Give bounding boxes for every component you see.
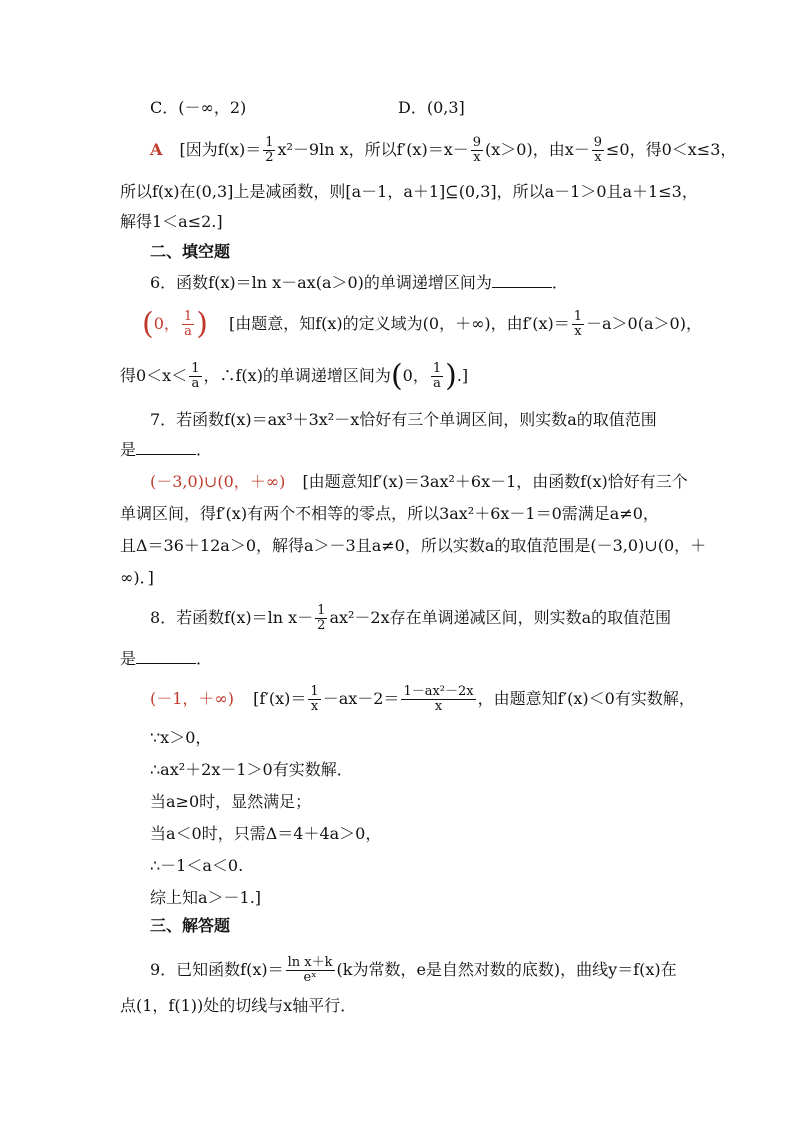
q8-step-6: 综上知a＞－1.] <box>150 888 262 907</box>
q8-answer: (－1，＋∞) <box>150 689 234 708</box>
q5-solution-text-d: ≤0，得0＜x≤3， <box>606 140 737 159</box>
q7-solution-text-1: [由题意知f′(x)＝3ax²＋6x－1，由函数f(x)恰好有三个 <box>302 472 688 491</box>
q6-question-end: ． <box>551 273 568 292</box>
q7-solution-line3: 且Δ＝36＋12a＞0，解得a＞－3且a≠0，所以实数a的取值范围是(－3,0)∪(0，＋ <box>120 536 707 555</box>
q6-line2-end: .] <box>456 366 469 385</box>
q6-line2-text-a: 得0＜x＜ <box>120 366 188 385</box>
q7-solution-line2: 单调区间，得f′(x)有两个不相等的零点，所以3ax²＋6x－1＝0需满足a≠0， <box>120 504 659 523</box>
q7-question-line2-text: 是 <box>120 440 137 459</box>
q6-line2-interval-prefix: 0， <box>402 366 429 385</box>
q7-solution-line4: ∞)．] <box>120 568 154 587</box>
q9-question-line2: 点(1，f(1))处的切线与x轴平行． <box>120 996 357 1015</box>
q8-question-text-a: 8．若函数f(x)＝ln x－ <box>150 608 314 627</box>
q8-solution-line1 <box>150 685 695 714</box>
q6-solution-text-b: －a＞0(a＞0)， <box>586 314 702 333</box>
q8-question-fraction: $\frac{1}{2}$ <box>317 603 326 633</box>
q8-solution-text-c: ，由题意知f′(x)＜0有实数解， <box>477 689 695 708</box>
q6-solution-fraction: $\frac{1}{x}$ <box>573 309 583 339</box>
q9-question-text-a: 9．已知函数f(x)＝ <box>150 960 284 979</box>
q6-question-text: 6．函数f(x)＝ln x－ax(a＞0)的单调递增区间为 <box>150 273 492 292</box>
q6-line2-interval-fraction: $\frac{1}{a}$ <box>432 361 442 391</box>
q5-fraction-9-over-x-2: $\frac{9}{x}$ <box>593 135 603 165</box>
q5-answer-letter: A <box>150 140 163 159</box>
q6-solution-text-a: [由题意，知f(x)的定义域为(0，＋∞)，由f′(x)＝ <box>229 314 570 333</box>
q6-solution-line2: 得0＜x＜ $\frac{1}{a}$ ，∴f(x)的单调递增区间为(0， $\frac{1}{a}$ ).] <box>120 358 469 394</box>
q8-step-4: 当a＜0时，只需Δ＝4＋4a＞0， <box>150 824 382 843</box>
q8-step-3: 当a≥0时，显然满足； <box>150 792 312 811</box>
q5-option-d: D．(0,3] <box>398 98 465 117</box>
q6-solution-line1 <box>142 306 702 342</box>
q7-question-line2 <box>120 438 212 462</box>
q6-answer-blank <box>492 271 552 288</box>
q7-question-line1: 7．若函数f(x)＝ax³＋3x²－x恰好有三个单调区间，则实数a的取值范围 <box>150 410 657 429</box>
q7-answer: (－3,0)∪(0，＋∞) <box>150 472 286 491</box>
q8-solution-text-b: －ax－2＝ <box>322 689 400 708</box>
q8-step-1: ∵x＞0， <box>150 728 212 747</box>
q7-solution-line1 <box>150 470 688 494</box>
q7-question-end: ． <box>196 440 213 459</box>
q8-question-end: ． <box>196 649 213 668</box>
q6-line2-fraction: $\frac{1}{a}$ <box>191 361 200 391</box>
section-title-fill-in: 二、填空题 <box>150 242 231 261</box>
q5-solution-text-a: [因为f(x)＝ <box>179 140 262 159</box>
section-title-solve: 三、解答题 <box>150 916 231 935</box>
q8-question-text-b: ax²－2x存在单调递减区间，则实数a的取值范围 <box>329 608 672 627</box>
q9-question-fraction: $\frac{\text{ln x＋k}}{\text{eˣ}}$ <box>287 955 333 985</box>
q8-question-line2-text: 是 <box>120 649 137 668</box>
q5-solution-text-c: (x＞0)，由x－ <box>485 140 590 159</box>
q8-solution-fraction-1: $\frac{1}{x}$ <box>310 684 319 714</box>
q8-solution-fraction-2: $\frac{\text{1－ax²－2x}}{x}$ <box>403 684 474 714</box>
q6-answer: (0， $\frac{1}{a}$ ) <box>142 306 208 342</box>
q5-solution-line2: 所以f(x)在(0,3]上是减函数，则[a－1，a＋1]⊆(0,3]，所以a－1＞0且a＋1≤3， <box>120 182 698 201</box>
q8-question-line1 <box>150 604 671 633</box>
q8-step-2: ∴ax²＋2x－1＞0有实数解． <box>150 760 353 779</box>
q5-solution-line1 <box>150 136 736 165</box>
q7-answer-blank <box>136 438 196 455</box>
q6-answer-prefix: 0， <box>153 314 180 333</box>
q8-answer-blank <box>136 647 196 664</box>
q6-answer-fraction: $\frac{1}{a}$ <box>183 309 193 339</box>
q5-fraction-9-over-x: $\frac{9}{x}$ <box>472 135 482 165</box>
q5-solution-line3: 解得1＜a≤2.] <box>120 212 223 231</box>
q8-solution-text-a: [f′(x)＝ <box>253 689 307 708</box>
q5-fraction-half: $\frac{1}{2}$ <box>265 135 274 165</box>
q6-line2-text-b: ，∴f(x)的单调递增区间为 <box>203 366 391 385</box>
q6-question <box>150 271 568 295</box>
q9-question-line1 <box>150 956 677 985</box>
q9-question-text-b: (k为常数，e是自然对数的底数)，曲线y＝f(x)在 <box>336 960 677 979</box>
q5-option-c: C．(－∞，2) <box>150 98 247 117</box>
q5-solution-text-b: x²－9ln x，所以f′(x)＝x－ <box>277 140 469 159</box>
q8-step-5: ∴－1＜a＜0. <box>150 856 244 875</box>
q8-question-line2 <box>120 647 212 671</box>
